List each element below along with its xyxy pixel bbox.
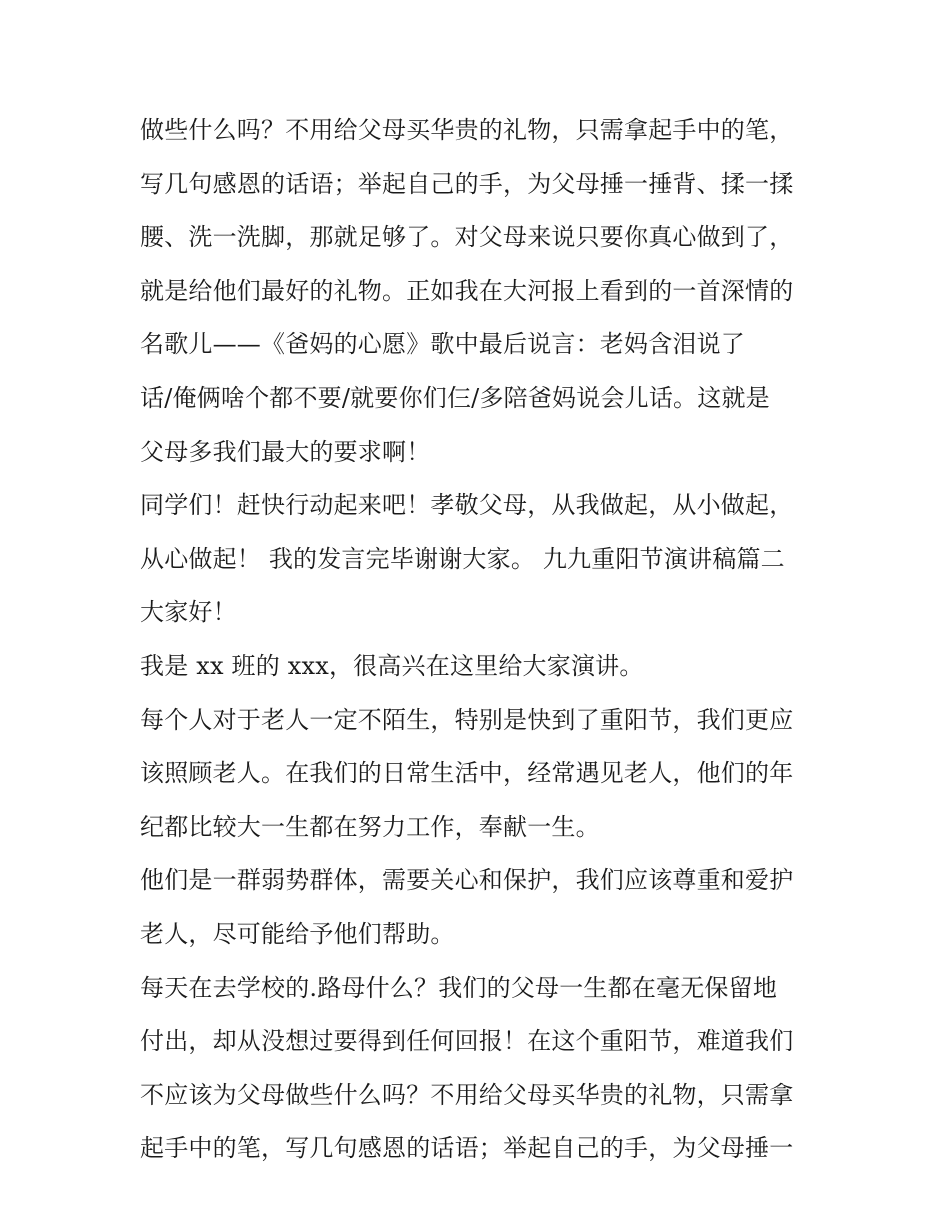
speech-text-body [140, 104, 820, 1176]
text-line-16: 老人，尽可能给予他们帮助。 [140, 919, 455, 948]
text-line-9: 从心做起！ 我的发言完毕谢谢大家。 九九重阳节演讲稿篇二 [140, 544, 785, 573]
text-line-15: 他们是一群弱势群体，需要关心和保护，我们应该尊重和爱护 [140, 866, 794, 895]
text-line-5: 名歌儿——《爸妈的心愿》歌中最后说言：老妈含泪说了 [140, 330, 745, 359]
text-line-19: 不应该为父母做些什么吗？不用给父母买华贵的礼物，只需拿 [140, 1080, 794, 1109]
text-line-2: 写几句感恩的话语；举起自己的手，为父母捶一捶背、揉一揉 [140, 169, 794, 198]
text-line-7: 父母多我们最大的要求啊！ [140, 437, 431, 466]
text-line-14: 纪都比较大一生都在努力工作，奉献一生。 [140, 812, 600, 841]
text-line-17: 每天在去学校的.路母什么？我们的父母一生都在毫无保留地 [140, 973, 778, 1002]
text-line-20: 起手中的笔，写几句感恩的话语；举起自己的手，为父母捶一 [140, 1134, 794, 1163]
text-line-10: 大家好！ [140, 598, 237, 627]
text-line-3: 腰、洗一洗脚，那就足够了。对父母来说只要你真心做到了， [140, 223, 794, 252]
text-line-4: 就是给他们最好的礼物。正如我在大河报上看到的一首深情的 [140, 276, 794, 305]
text-line-12: 每个人对于老人一定不陌生，特别是快到了重阳节，我们更应 [140, 705, 794, 734]
text-line-1: 做些什么吗？不用给父母买华贵的礼物，只需拿起手中的笔， [140, 116, 794, 144]
text-line-18: 付出，却从没想过要得到任何回报！在这个重阳节，难道我们 [140, 1027, 794, 1056]
text-line-6: 话/俺俩啥个都不要/就要你们仨/多陪爸妈说会儿话。这就是 [140, 383, 770, 412]
text-line-8: 同学们！赶快行动起来吧！孝敬父母，从我做起，从小做起， [140, 491, 794, 520]
text-line-11: 我是 xx 班的 xxx，很高兴在这里给大家演讲。 [140, 651, 644, 680]
text-line-13: 该照顾老人。在我们的日常生活中，经常遇见老人，他们的年 [140, 759, 794, 788]
